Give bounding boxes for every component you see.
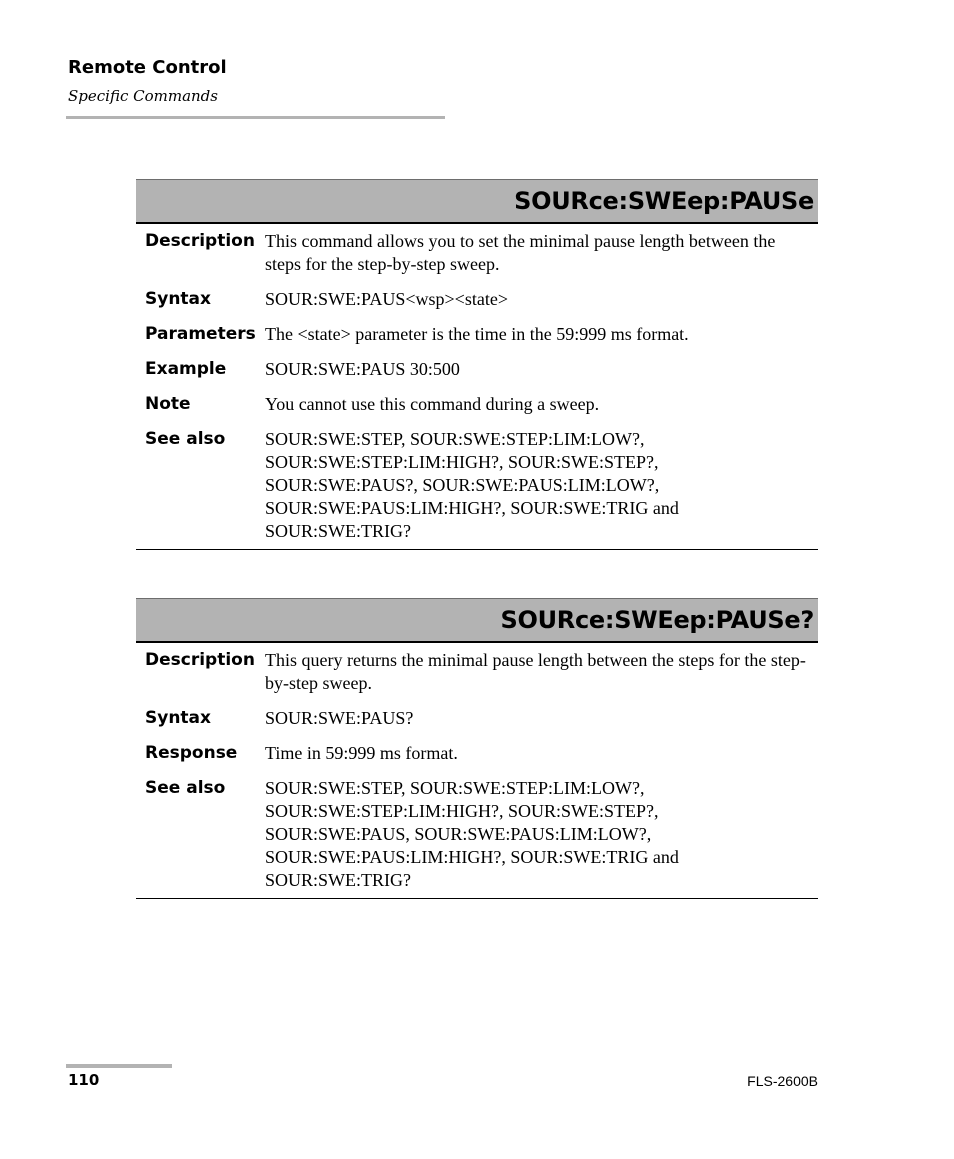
see-also-line: SOUR:SWE:STEP, SOUR:SWE:STEP:LIM:LOW?,: [265, 778, 645, 798]
see-also-line: SOUR:SWE:STEP:LIM:HIGH?, SOUR:SWE:STEP?,: [265, 452, 659, 472]
command-title-bar: [136, 179, 818, 224]
command-title-bar: [136, 598, 818, 643]
see-also-line: SOUR:SWE:STEP:LIM:HIGH?, SOUR:SWE:STEP?,: [265, 801, 659, 821]
description-label: Description: [145, 231, 255, 251]
response-row: [136, 742, 818, 765]
see-also-line: SOUR:SWE:PAUS:LIM:HIGH?, SOUR:SWE:TRIG and: [265, 847, 679, 867]
description-row: [136, 230, 818, 276]
command-block-pause-query: [136, 598, 818, 899]
command-title: SOURce:SWEep:PAUSe: [514, 187, 814, 215]
syntax-row: [136, 707, 818, 730]
response-label: Response: [145, 743, 238, 763]
see-also-line: SOUR:SWE:STEP, SOUR:SWE:STEP:LIM:LOW?,: [265, 429, 645, 449]
see-also-label: See also: [145, 778, 226, 798]
syntax-text: SOUR:SWE:PAUS?: [265, 708, 414, 728]
syntax-text: SOUR:SWE:PAUS<wsp><state>: [265, 289, 508, 309]
page-number: 110: [68, 1071, 100, 1089]
command-details: [136, 224, 818, 550]
see-also-line: SOUR:SWE:PAUS:LIM:HIGH?, SOUR:SWE:TRIG and: [265, 498, 679, 518]
see-also-line: SOUR:SWE:PAUS, SOUR:SWE:PAUS:LIM:LOW?,: [265, 824, 652, 844]
description-text: This command allows you to set the minimal pause length between the steps for the step-by-step sweep.: [265, 231, 776, 274]
syntax-row: [136, 288, 818, 311]
command-details: [136, 643, 818, 899]
example-text: SOUR:SWE:PAUS 30:500: [265, 359, 460, 379]
parameters-label: Parameters: [145, 324, 256, 344]
parameters-text: The <state> parameter is the time in the 59:999 ms format.: [265, 324, 689, 344]
see-also-line: SOUR:SWE:TRIG?: [265, 521, 411, 541]
parameters-row: [136, 323, 818, 346]
see-also-line: SOUR:SWE:TRIG?: [265, 870, 411, 890]
header-rule: [66, 116, 445, 119]
note-text: You cannot use this command during a sweep.: [265, 394, 600, 414]
see-also-text: [265, 428, 818, 543]
command-block-pause: [136, 179, 818, 550]
product-name: FLS-2600B: [747, 1073, 818, 1089]
command-title: SOURce:SWEep:PAUSe?: [500, 606, 814, 634]
see-also-line: SOUR:SWE:PAUS?, SOUR:SWE:PAUS:LIM:LOW?,: [265, 475, 660, 495]
syntax-label: Syntax: [145, 708, 211, 728]
see-also-row: [136, 777, 818, 892]
see-also-row: [136, 428, 818, 543]
note-label: Note: [145, 394, 191, 414]
running-header: [68, 57, 227, 106]
see-also-label: See also: [145, 429, 226, 449]
description-label: Description: [145, 650, 255, 670]
chapter-title: Remote Control: [68, 57, 227, 78]
description-row: [136, 649, 818, 695]
syntax-label: Syntax: [145, 289, 211, 309]
see-also-text: [265, 777, 818, 892]
description-text: This query returns the minimal pause length between the steps for the step-by-step sweep.: [265, 650, 806, 693]
note-row: [136, 393, 818, 416]
section-subtitle: Specific Commands: [68, 87, 218, 105]
response-text: Time in 59:999 ms format.: [265, 743, 458, 763]
footer-rule: [66, 1064, 172, 1068]
example-row: [136, 358, 818, 381]
example-label: Example: [145, 359, 227, 379]
